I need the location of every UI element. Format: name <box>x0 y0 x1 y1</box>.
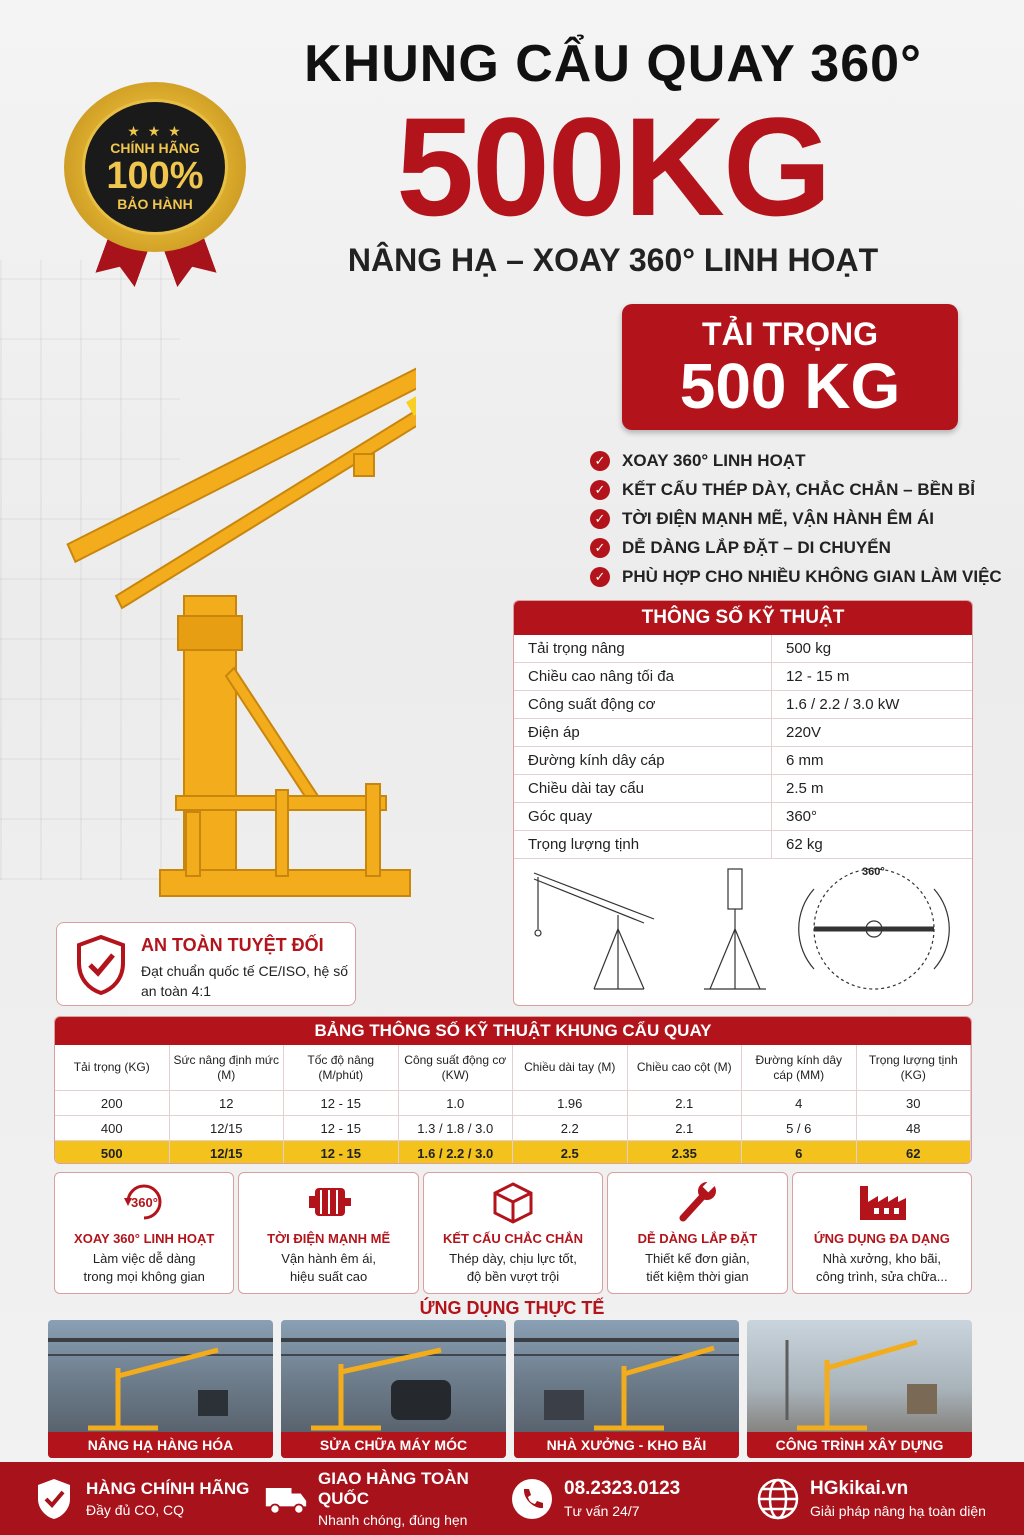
phone-icon <box>510 1477 554 1521</box>
cube-icon <box>489 1180 537 1224</box>
footer-bar <box>0 1462 1024 1535</box>
badge-stars: ★ ★ ★ <box>127 122 183 139</box>
spec-row: Đường kính dây cáp 6 mm <box>514 747 972 775</box>
badge-line2: 100% <box>106 154 204 197</box>
spec-row: Chiều cao nâng tối đa 12 - 15 m <box>514 663 972 691</box>
feature-list <box>590 446 1002 591</box>
application-photos <box>48 1320 972 1458</box>
globe-icon <box>756 1477 800 1521</box>
feature-item: ✓ DỄ DÀNG LẮP ĐẶT – DI CHUYỂN <box>590 533 1002 562</box>
footer-item-hotline[interactable]: 08.2323.0123 Tư vấn 24/7 <box>510 1477 756 1521</box>
product-title: KHUNG CẨU QUAY 360° <box>304 35 922 93</box>
footer-item-website[interactable]: HGkikai.vn Giải pháp nâng hạ toàn diện <box>756 1477 986 1521</box>
spec-row: Điện áp 220V <box>514 719 972 747</box>
badge-line1: CHÍNH HÃNG <box>110 139 200 156</box>
application-photo: NÂNG HẠ HÀNG HÓA <box>48 1320 273 1458</box>
spec-row: Trọng lượng tịnh 62 kg <box>514 831 972 859</box>
spec-row: Tải trọng nâng 500 kg <box>514 635 972 663</box>
application-photo: CÔNG TRÌNH XÂY DỰNG <box>747 1320 972 1458</box>
spec-table <box>513 600 973 1006</box>
check-icon: ✓ <box>590 567 610 587</box>
application-photo: SỬA CHỮA MÁY MÓC <box>281 1320 506 1458</box>
load-label: TẢI TRỌNG <box>702 316 878 352</box>
table-row: 400 12/15 12 - 15 1.3 / 1.8 / 3.0 2.2 2.1 5 / 6 48 <box>55 1116 971 1141</box>
comparison-table <box>54 1016 972 1164</box>
factory-icon <box>854 1180 910 1224</box>
badge-line3: BẢO HÀNH <box>117 195 193 212</box>
benefit-card: 360° XOAY 360° LINH HOẠT Làm việc dễ dàng trong mọi không gian <box>54 1172 234 1294</box>
wrench-icon <box>673 1180 721 1224</box>
spec-row: Chiều dài tay cẩu 2.5 m <box>514 775 972 803</box>
product-subtitle: NÂNG HẠ – XOAY 360° LINH HOẠT <box>347 242 879 278</box>
load-value: 500 KG <box>679 350 901 422</box>
shield-check-icon <box>75 935 127 995</box>
safety-title: AN TOÀN TUYỆT ĐỐI <box>141 935 324 955</box>
load-capacity-box <box>622 304 958 430</box>
rotate-360-icon <box>120 1180 168 1224</box>
feature-item: ✓ XOAY 360° LINH HOẠT <box>590 446 1002 475</box>
badge-seal <box>64 82 246 252</box>
product-capacity: 500KG <box>396 88 830 245</box>
benefit-card: DỄ DÀNG LẮP ĐẶT Thiết kế đơn giản, tiết kiệm thời gian <box>607 1172 787 1294</box>
application-photo: NHÀ XƯỞNG - KHO BÃI <box>514 1320 739 1458</box>
benefit-card: TỜI ĐIỆN MẠNH MẼ Vận hành êm ái, hiệu suất cao <box>238 1172 418 1294</box>
safety-desc: Đạt chuẩn quốc tế CE/ISO, hệ số an toàn 4:1 <box>141 963 349 999</box>
authentic-badge <box>64 82 246 282</box>
truck-icon <box>264 1481 308 1517</box>
drawing-angle-label: 360° <box>862 866 885 878</box>
check-icon: ✓ <box>590 538 610 558</box>
feature-item: ✓ PHÙ HỢP CHO NHIỀU KHÔNG GIAN LÀM VIỆC <box>590 562 1002 591</box>
technical-drawings <box>514 859 973 1005</box>
footer-item-delivery: GIAO HÀNG TOÀN QUỐC Nhanh chóng, đúng hẹn <box>264 1469 510 1528</box>
benefit-card: ỨNG DỤNG ĐA DẠNG Nhà xưởng, kho bãi, công trình, sửa chữa... <box>792 1172 972 1294</box>
spec-title: THÔNG SỐ KỸ THUẬT <box>514 601 972 635</box>
benefit-cards <box>54 1172 972 1294</box>
feature-item: ✓ KẾT CẤU THÉP DÀY, CHẮC CHẮN – BỀN BỈ <box>590 475 1002 504</box>
feature-item: ✓ TỜI ĐIỆN MẠNH MẼ, VẬN HÀNH ÊM ÁI <box>590 504 1002 533</box>
table-row-highlighted: 500 12/15 12 - 15 1.6 / 2.2 / 3.0 2.5 2.35 6 62 <box>55 1141 971 1164</box>
benefit-card: KẾT CẤU CHẮC CHẮN Thép dày, chịu lực tốt, độ bền vượt trội <box>423 1172 603 1294</box>
comparison-table-header: Tải trọng (KG) Sức nâng định mức (M) Tốc độ nâng (M/phút) Công suất động cơ (KW) Chiều dài tay (M) Chiều cao cột (M) Đường kính dây cáp (MM) Trọng lượng tịnh (KG) <box>55 1045 971 1091</box>
footer-item-authentic: HÀNG CHÍNH HÃNG Đầy đủ CO, CQ <box>32 1477 264 1521</box>
table-row: 200 12 12 - 15 1.0 1.96 2.1 4 30 <box>55 1091 971 1116</box>
check-icon: ✓ <box>590 509 610 529</box>
motor-icon <box>305 1180 353 1224</box>
applications-title: ỨNG DỤNG THỰC TẾ <box>419 1298 605 1318</box>
spec-row: Công suất động cơ 1.6 / 2.2 / 3.0 kW <box>514 691 972 719</box>
safety-box <box>56 922 356 1006</box>
spec-row: Góc quay 360° <box>514 803 972 831</box>
check-icon: ✓ <box>590 480 610 500</box>
shield-check-icon <box>34 1477 74 1521</box>
check-icon: ✓ <box>590 451 610 471</box>
svg-text:360°: 360° <box>131 1195 159 1210</box>
comparison-table-title: BẢNG THÔNG SỐ KỸ THUẬT KHUNG CẨU QUAY <box>55 1017 971 1045</box>
crane-illustration <box>56 296 416 906</box>
